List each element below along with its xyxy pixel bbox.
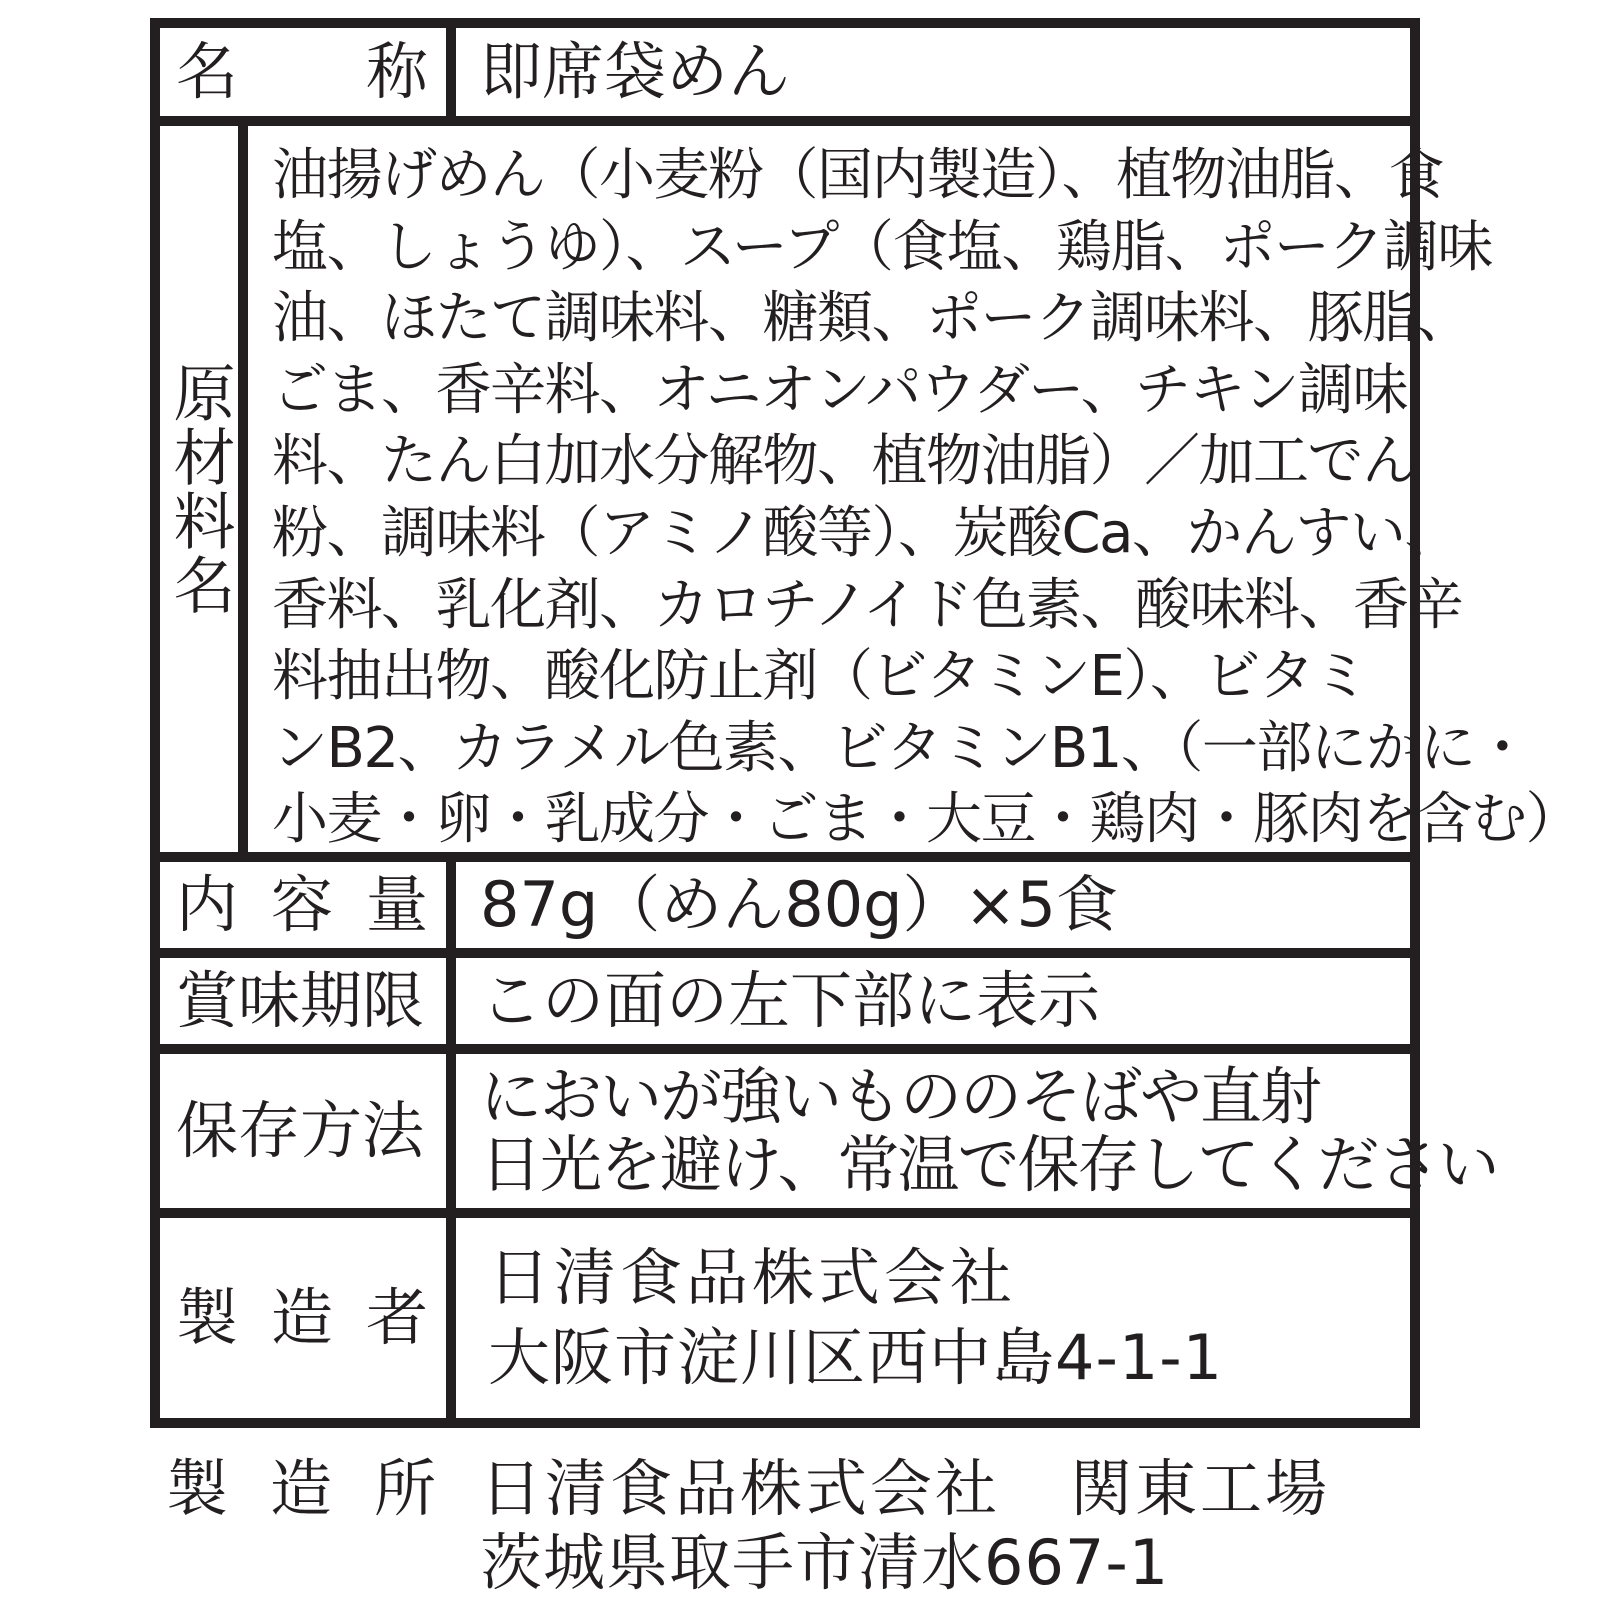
factory-company: 日清食品株式会社: [480, 1452, 1001, 1525]
manufacturer-value: [466, 1218, 1410, 1418]
manufacturer-company: 日清食品株式会社: [488, 1241, 1017, 1314]
ingredients-heading: [160, 126, 248, 852]
product-name-heading: [160, 28, 456, 116]
ingredients-line: 油揚げめん（小麦粉（国内製造）、植物油脂、食: [272, 143, 1443, 208]
product-name-text: 即席袋めん: [480, 35, 791, 108]
storage-heading-text: 保存方法: [176, 1094, 425, 1167]
factory-plant: 関東工場: [1070, 1452, 1331, 1525]
ingredients-list: [258, 126, 1580, 853]
ingredients-heading-text: 原材料名: [163, 361, 236, 617]
food-label-table: [150, 18, 1580, 1428]
row-product-name: [160, 28, 1410, 126]
contents-heading-char-3: 量: [365, 868, 428, 941]
ingredients-line: 油、ほたて調味料、糖類、ポーク調味料、豚脂、: [272, 286, 1471, 352]
manufacturer-heading-char-2: 造: [270, 1281, 333, 1354]
storage-line: においが強いもののそばや直射: [480, 1060, 1321, 1133]
contents-value: [466, 862, 1410, 948]
factory-heading-char-3: 所: [373, 1452, 436, 1525]
manufacturer-heading: [160, 1218, 456, 1418]
best-before-heading-text: 賞味期限: [176, 964, 425, 1037]
storage-heading: [160, 1054, 456, 1208]
ingredients-line: 塩、しょうゆ）、スープ（食塩、鶏脂、ポーク調味: [272, 214, 1492, 280]
row-manufacturer: [160, 1218, 1410, 1418]
best-before-text: この面の左下部に表示: [480, 964, 1101, 1037]
factory-heading-char-1: 製: [166, 1452, 229, 1525]
factory-heading: [166, 1452, 436, 1525]
storage-value: [466, 1054, 1498, 1208]
manufacturer-heading-char-3: 者: [365, 1281, 428, 1354]
contents-heading-char-2: 容: [270, 868, 333, 941]
contents-heading: [160, 862, 456, 948]
ingredients-line: 香料、乳化剤、カロチノイド色素、酸味料、香辛: [272, 572, 1463, 638]
factory-address: 茨城県取手市清水667-1: [480, 1526, 1170, 1599]
product-name-value: [466, 28, 1410, 116]
manufacturer-heading-char-1: 製: [176, 1281, 239, 1354]
row-ingredients: [160, 126, 1580, 862]
best-before-heading: [160, 958, 456, 1044]
best-before-value: [466, 958, 1410, 1044]
ingredients-line: 料抽出物、酸化防止剤（ビタミンE）、ビタミ: [272, 644, 1368, 710]
factory-company-line: [480, 1452, 1331, 1525]
contents-heading-char-1: 内: [176, 868, 239, 941]
product-name-heading-char-1: 名: [176, 35, 239, 108]
manufacturer-address: 大阪市淀川区西中島4-1-1: [488, 1321, 1224, 1394]
factory-heading-char-2: 造: [269, 1452, 332, 1525]
row-storage: [160, 1054, 1498, 1218]
factory-details: [480, 1452, 1331, 1606]
factory-section: [150, 1440, 1420, 1599]
contents-text: 87g（めん80g）×5食: [480, 868, 1118, 941]
row-contents: [160, 862, 1410, 958]
ingredients-line: 粉、調味料（アミノ酸等）、炭酸Ca、かんすい、: [272, 500, 1459, 566]
ingredients-line: 小麦・卵・乳成分・ごま・大豆・鶏肉・豚肉を含む）: [272, 787, 1580, 853]
product-name-heading-char-2: 称: [365, 35, 428, 108]
ingredients-line: 料、たん白加水分解物、植物油脂）／加工でん: [272, 429, 1417, 495]
ingredients-line: ンB2、カラメル色素、ビタミンB1、（一部にかに・: [272, 715, 1529, 781]
storage-line: 日光を避け、常温で保存してください: [480, 1128, 1498, 1201]
ingredients-line: ごま、香辛料、オニオンパウダー、チキン調味: [272, 357, 1407, 423]
row-best-before: [160, 958, 1410, 1054]
